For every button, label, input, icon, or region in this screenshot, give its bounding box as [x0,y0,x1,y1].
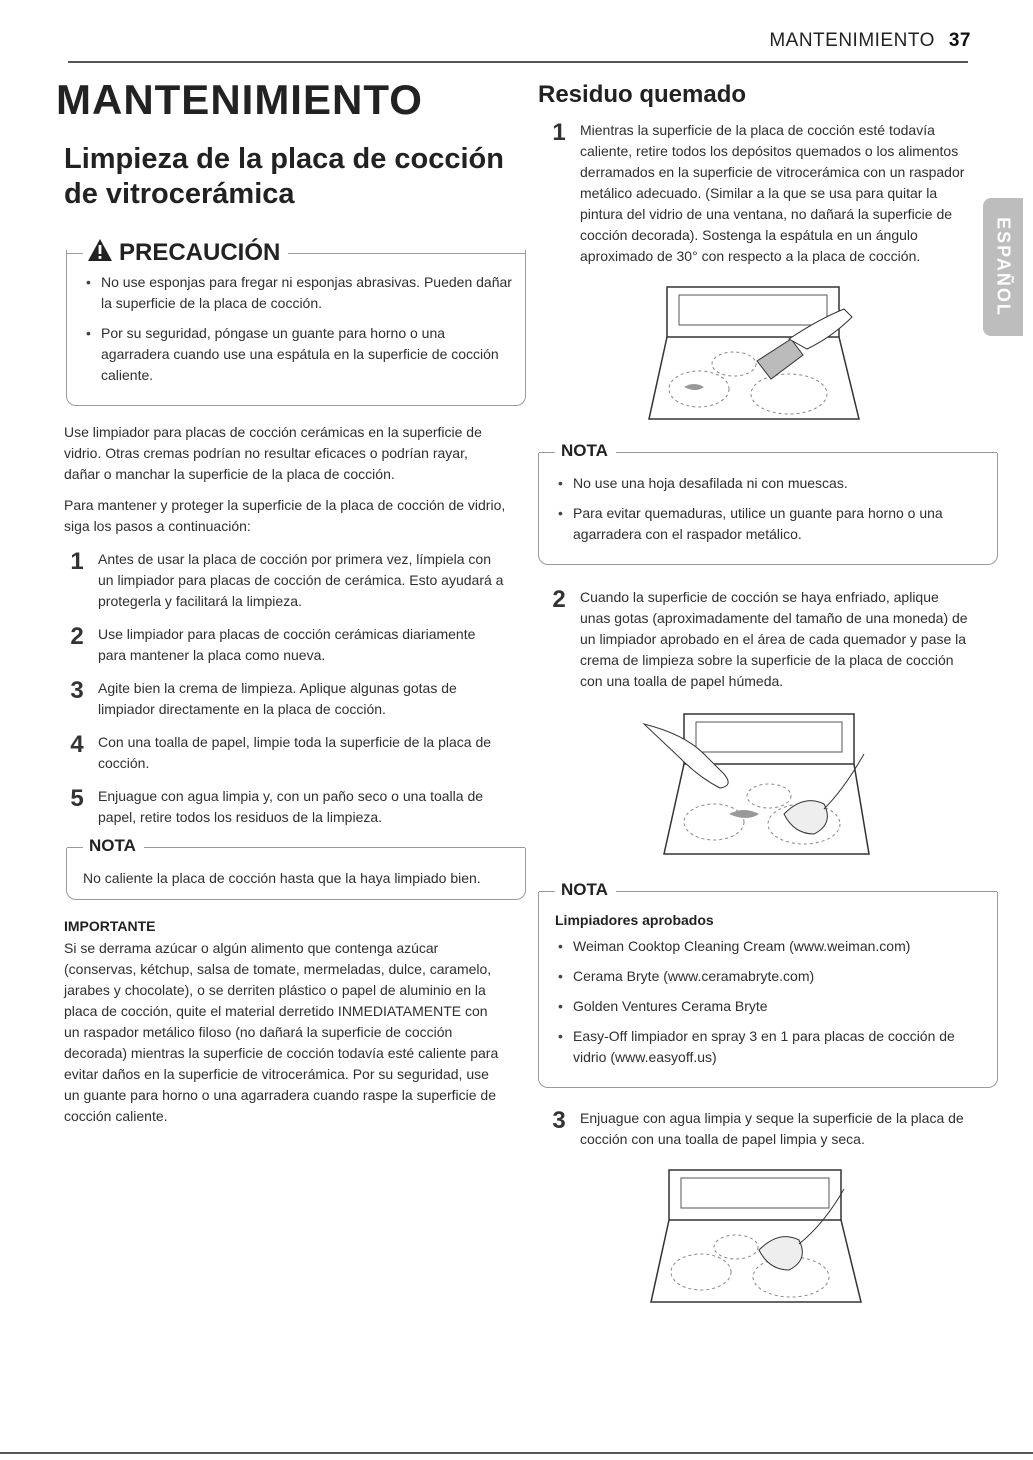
step-item [538,120,970,267]
step-number: 2 [70,623,84,650]
cleaner-item: • Easy-Off limpiador en spray 3 en 1 para placas de cocción de vidrio (www.easyoff.us) [555,1026,985,1068]
cleaner-item: • Golden Ventures Cerama Bryte [555,996,985,1017]
step-text: Enjuague con agua limpia y, con un paño seco o una toalla de papel, retire todos los residuos de la limpieza. [98,788,484,825]
note-subtitle: Limpiadores aprobados [555,912,714,928]
footer-rule [0,1452,1033,1454]
note-item: • No use una hoja desafilada ni con muescas. [555,473,985,494]
step-number: 5 [70,785,84,812]
page-number: 37 [948,30,971,51]
drying-illustration [639,1162,869,1312]
header-rule [68,61,968,63]
note-box [66,836,526,900]
step-text: Con una toalla de papel, limpie toda la superficie de la placa de cocción. [98,734,492,771]
note-title: NOTA [555,880,616,900]
caution-title: PRECAUCIÓN [119,239,281,266]
intro-paragraph: Para mantener y proteger la superficie de la placa de cocción de vidrio, siga los pasos a continuación: [64,497,506,534]
step-item [56,786,506,828]
intro-paragraph: Use limpiador para placas de cocción cerámicas en la superficie de vidrio. Otras cremas podrían no resultar eficaces o podrían rayar, dañar o manchar la superficie de la placa de cocción. [64,424,482,482]
section-title: Residuo quemado [538,81,747,108]
note-title: NOTA [83,836,144,856]
cleaner-item: • Weiman Cooktop Cleaning Cream (www.weiman.com) [555,936,985,957]
header-section: MANTENIMIENTO [769,30,935,51]
step-text: Antes de usar la placa de cocción por primera vez, límpiela con un limpiador para placas de cocción de cerámica. Esto ayudará a protegerla y facilitará la limpieza. [98,551,504,609]
caution-box [66,239,526,406]
scraper-illustration [639,279,869,429]
step-item [538,587,970,692]
right-column [538,80,970,1312]
note-text: No caliente la placa de cocción hasta que la haya limpiado bien. [83,870,481,886]
step-text: Mientras la superficie de la placa de cocción esté todavía caliente, retire todos los depósitos quemados o los alimentos derramados en la superficie de vitrocerámica con un raspador metálico adecuado. (Similar a la que se usa para quitar la pintura del vidrio de una ventana, no dañará la superficie de cocción decorada). Sostenga la espátula en un ángulo aproximado de 30° con respecto a la placa de cocción. [580,122,965,264]
warning-triangle-icon [87,238,113,262]
step-number: 1 [552,119,566,146]
left-column [56,76,512,1137]
steps-list [56,549,506,828]
step-number: 3 [552,1107,566,1134]
note-box [538,441,998,565]
step-item [538,1108,970,1150]
step-text: Agite bien la crema de limpieza. Aplique algunas gotas de limpiador directamente en la placa de cocción. [98,680,457,717]
note-item: • Para evitar quemaduras, utilice un guante para horno o una agarradera con el raspador metálico. [555,503,985,545]
caution-item: • No use esponjas para fregar ni esponjas abrasivas. Pueden dañar la superficie de la placa de cocción. [83,272,513,314]
step-number: 1 [70,548,84,575]
cleaning-illustration [634,704,874,864]
page-header [769,30,971,52]
section-title: Limpieza de la placa de cocción de vitrocerámica [64,143,504,210]
step-item [56,678,506,720]
step-text: Cuando la superficie de cocción se haya enfriado, aplique unas gotas (aproximadamente del tamaño de una moneda) de un limpiador aprobado en el área de cada quemador y pase la crema de limpieza sobre la superficie de la placa de cocción con una toalla de papel húmeda. [580,589,968,689]
language-tab [983,198,1023,336]
approved-cleaners-box [538,880,998,1088]
important-title: IMPORTANTE [64,918,156,934]
language-tab-label: ESPAÑOL [993,217,1014,317]
step-text: Use limpiador para placas de cocción cerámicas diariamente para mantener la placa como nueva. [98,626,476,663]
caution-item: • Por su seguridad, póngase un guante para horno o una agarradera cuando use una espátula en la superficie de cocción caliente. [83,323,513,386]
step-text: Enjuague con agua limpia y seque la superficie de la placa de cocción con una toalla de papel limpia y seca. [580,1110,964,1147]
page-title: MANTENIMIENTO [56,76,423,123]
note-title: NOTA [555,441,616,461]
step-number: 4 [70,731,84,758]
important-text: Si se derrama azúcar o algún alimento que contenga azúcar (conservas, kétchup, salsa de tomate, mermeladas, dulce, caramelo, jarabes y chocolate), o se derriten plástico o papel de aluminio en la placa de cocción, quite el material derretido INMEDIATAMENTE con un raspador metálico filoso (no dañará la superficie de cocción decorada) mientras la superficie de cocción todavía esté caliente para evitar daños en la superficie de vitrocerámica. Por su seguridad, use un guante para horno o una agarradera cuando raspe la superficie de cocción caliente. [64,940,499,1124]
cleaner-item: • Cerama Bryte (www.ceramabryte.com) [555,966,985,987]
step-number: 3 [70,677,84,704]
step-number: 2 [552,586,566,613]
step-item [56,732,506,774]
step-item [56,549,506,612]
step-item [56,624,506,666]
